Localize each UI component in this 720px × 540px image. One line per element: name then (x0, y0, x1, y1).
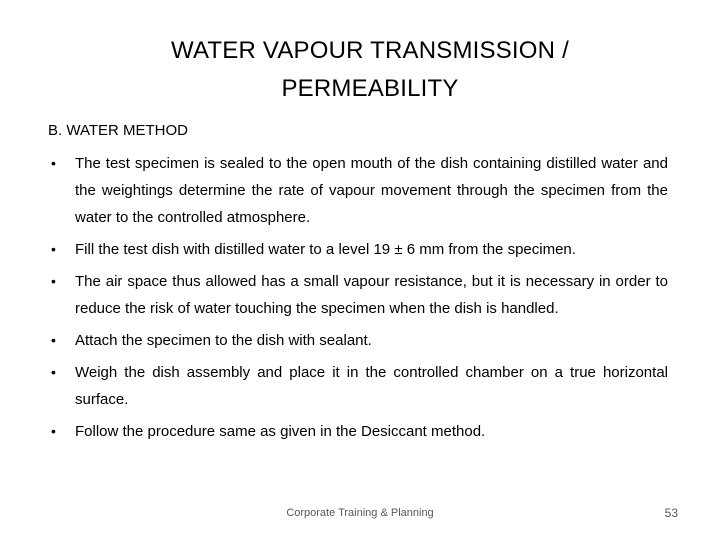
bullet-marker: • (51, 273, 56, 289)
bullet-item (48, 236, 668, 263)
bullet-text: Weigh the dish assembly and place it in the controlled chamber on a true horizontal surface. (75, 364, 668, 408)
bullet-list (48, 150, 668, 450)
footer-text: Corporate Training & Planning (286, 507, 434, 519)
bullet-marker: • (51, 241, 56, 257)
bullet-text: Fill the test dish with distilled water to a level 19 ± 6 mm from the specimen. (75, 241, 576, 258)
slide-title-line-1: WATER VAPOUR TRANSMISSION / (171, 37, 569, 64)
bullet-text: The air space thus allowed has a small vapour resistance, but it is necessary in order to reduce the risk of water touching the specimen when the dish is handled. (75, 273, 668, 317)
section-heading: B. WATER METHOD (48, 122, 188, 139)
bullet-text: Attach the specimen to the dish with sealant. (75, 332, 372, 349)
bullet-item (48, 359, 668, 413)
bullet-item (48, 418, 668, 445)
bullet-marker: • (51, 332, 56, 348)
bullet-marker: • (51, 155, 56, 171)
bullet-marker: • (51, 423, 56, 439)
bullet-item (48, 268, 668, 322)
bullet-marker: • (51, 364, 56, 380)
bullet-item (48, 150, 668, 231)
bullet-text: Follow the procedure same as given in the Desiccant method. (75, 423, 486, 440)
bullet-text: The test specimen is sealed to the open mouth of the dish containing distilled water and the weightings determine the rate of vapour movement through the specimen from the water to the controlled atmosphere. (75, 155, 668, 226)
page-number: 53 (664, 506, 678, 520)
bullet-item (48, 327, 668, 354)
slide-title-line-2: PERMEABILITY (281, 75, 459, 102)
slide-title (120, 32, 620, 108)
